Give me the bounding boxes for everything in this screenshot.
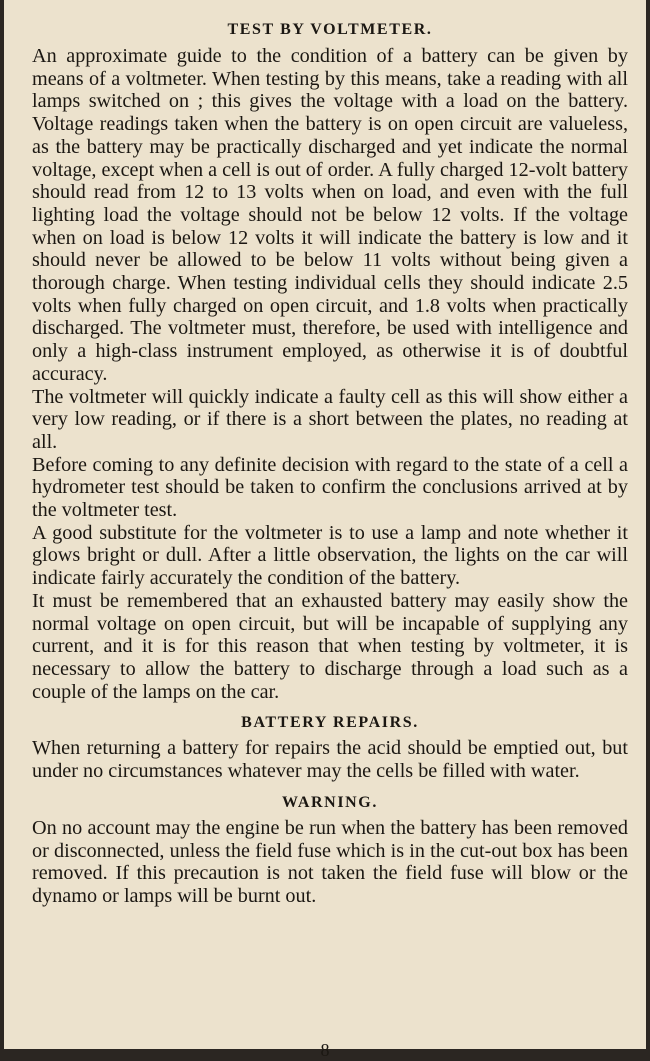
page-text bbox=[32, 19, 628, 908]
paragraph: An approximate guide to the condition of a battery can be given by means of a voltmeter. When testing by this means, take a reading with all lamps switched on ; this gives the voltage with a load on the battery. Voltage readings taken when the battery is on open circuit are valueless, as the battery may be practically discharged and yet indicate the normal voltage, except when a cell is out of order. A fully charged 12-volt battery should read from 12 to 13 volts when on load, and even with the full lighting load the voltage should not be below 12 volts. If the voltage when on load is below 12 volts it will indicate the battery is low and it should never be allowed to be below 11 volts without being given a thorough charge. When testing individual cells they should indicate 2.5 volts when fully charged on open circuit, and 1.8 volts when practically discharged. The voltmeter must, therefore, be used with intelligence and only a high-class instrument employed, as otherwise it is of doubtful accuracy. bbox=[32, 45, 628, 385]
section-heading: WARNING. bbox=[282, 793, 378, 811]
section-battery-repairs bbox=[32, 712, 628, 782]
document-page bbox=[4, 0, 646, 1060]
section-heading: BATTERY REPAIRS. bbox=[241, 714, 419, 732]
page-number: 8 bbox=[320, 1040, 330, 1060]
paragraph: When returning a battery for repairs the acid should be emptied out, but under no circumstances whatever may the cells be filled with water. bbox=[32, 737, 628, 783]
paragraph: Before coming to any definite decision with regard to the state of a cell a hydrometer test should be taken to confirm the conclusions arrived at by the voltmeter test. bbox=[32, 453, 628, 522]
paragraph: The voltmeter will quickly indicate a faulty cell as this will show either a very low reading, or if there is a short between the plates, no reading at all. bbox=[32, 385, 628, 453]
paragraph: A good substitute for the voltmeter is to use a lamp and note whether it glows bright or dull. After a little observation, the lights on the car will indicate fairly accurately the condition of the battery. bbox=[32, 521, 628, 590]
paragraph: It must be remembered that an exhausted battery may easily show the normal voltage on open circuit, but will be incapable of supplying any current, and it is for this reason that when testing by voltmeter, it is necessary to allow the battery to discharge through a load such as a couple of the lamps on the car. bbox=[32, 589, 628, 703]
section-warning bbox=[32, 792, 628, 908]
section-heading: TEST BY VOLTMETER. bbox=[227, 21, 433, 38]
section-test-by-voltmeter bbox=[32, 19, 628, 703]
paragraph: On no account may the engine be run when the battery has been removed or disconnected, unless the field fuse which is in the cut-out box has been removed. If this precaution is not taken the field fuse will blow or the dynamo or lamps will be burnt out. bbox=[32, 816, 628, 907]
